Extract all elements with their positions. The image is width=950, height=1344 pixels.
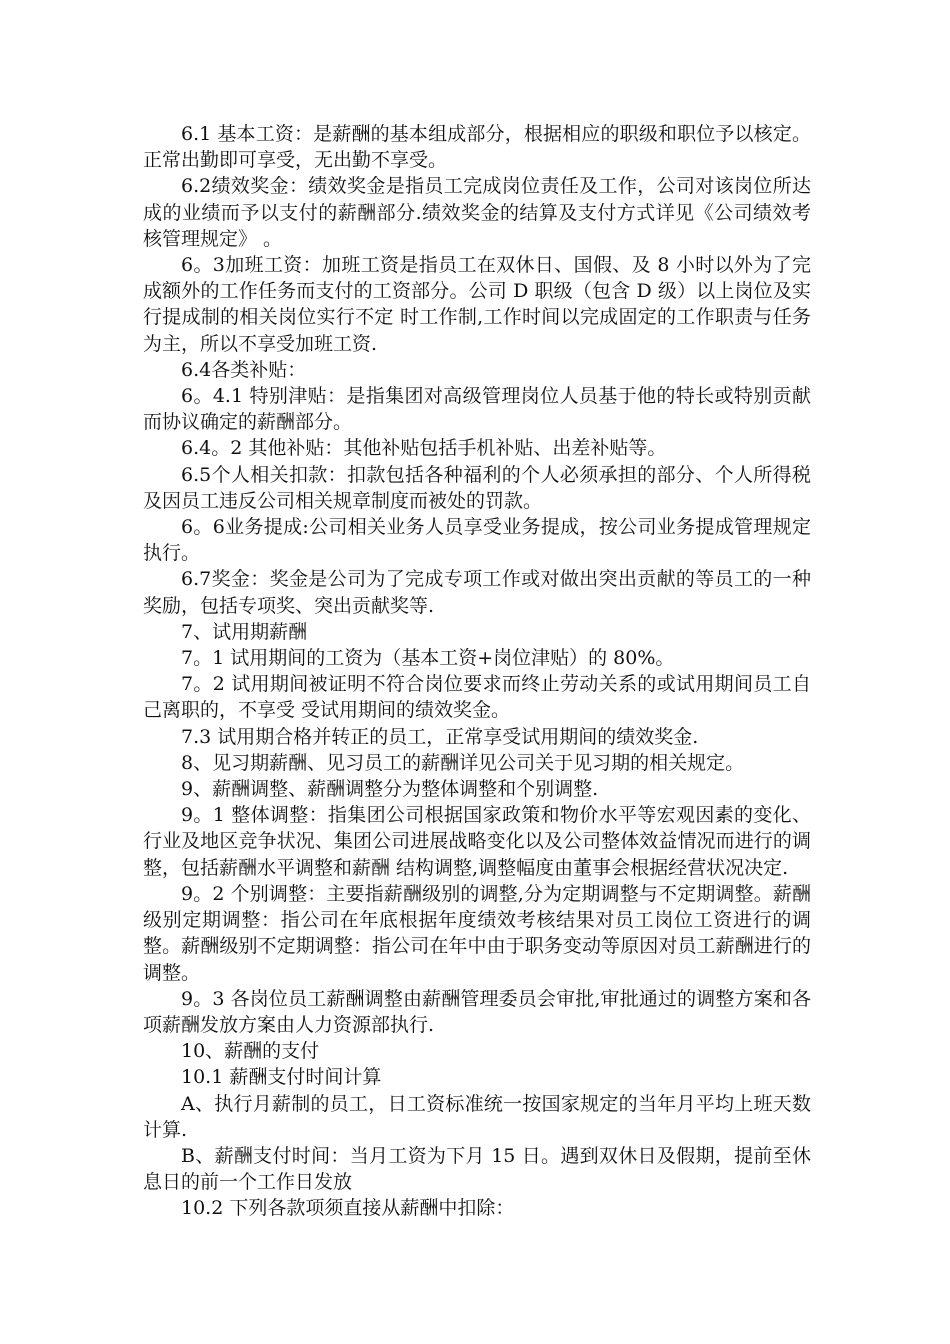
paragraph-7-1: 7。1 试用期间的工资为（基本工资+岗位津贴）的 80%。 [181,647,675,670]
paragraph-10-1-b: B、薪酬支付时间：当月工资为下月 15 日。遇到双休日及假期，提前至休息日的前一个工作日发放 [143,1144,811,1194]
paragraph-10: 10、薪酬的支付 [181,1040,320,1063]
paragraph-7: 7、试用期薪酬 [181,620,308,643]
paragraph-9-2: 9。2 个别调整：主要指薪酬级别的调整,分为定期调整与不定期调整。薪酬级别定期调整：指公司在年底根据年度绩效考核结果对员工岗位工资进行的调整。薪酬级别不定期调整：指公司在年中由于职务变动等原因对员工薪酬进行的调整。 [143,882,811,984]
paragraph-10-1-a: A、执行月薪制的员工，日工资标准统一按国家规定的当年月平均上班天数计算. [143,1092,811,1141]
paragraph-9-1: 9。1 整体调整：指集团公司根据国家政策和物价水平等宏观因素的变化、行业及地区竞争状况、集团公司进展战略变化以及公司整体效益情况而进行的调整，包括薪酬水平调整和薪酬 结构调整,调整幅度由董事会根据经营状况决定. [143,804,811,879]
paragraph-6-2: 6.2绩效奖金：绩效奖金是指员工完成岗位责任及工作，公司对该岗位所达成的业绩而予以支付的薪酬部分.绩效奖金的结算及支付方式详见《公司绩效考核管理规定》 。 [143,175,811,250]
paragraph-6-1: 6.1 基本工资：是薪酬的基本组成部分，根据相应的职级和职位予以核定。正常出勤即可享受，无出勤不享受。 [143,123,811,172]
paragraph-7-2: 7。2 试用期间被证明不符合岗位要求而终止劳动关系的或试用期间员工自己离职的，不享受 受试用期间的绩效奖金。 [143,673,811,722]
paragraph-10-2: 10.2 下列各款项须直接从薪酬中扣除： [181,1197,515,1220]
paragraph-7-3: 7.3 试用期合格并转正的员工，正常享受试用期间的绩效奖金. [181,725,699,748]
paragraph-9-3: 9。3 各岗位员工薪酬调整由薪酬管理委员会审批,审批通过的调整方案和各项薪酬发放方案由人力资源部执行. [143,987,811,1036]
paragraph-6-7: 6.7奖金：奖金是公司为了完成专项工作或对做出突出贡献的等员工的一种奖励，包括专项奖、突出贡献奖等. [143,568,811,617]
paragraph-8: 8、见习期薪酬、见习员工的薪酬详见公司关于见习期的相关规定。 [181,751,745,774]
paragraph-6-6: 6。6业务提成:公司相关业务人员享受业务提成，按公司业务提成管理规定执行。 [143,516,811,565]
paragraph-6-4-2: 6.4。2 其他补贴：其他补贴包括手机补贴、出差补贴等。 [181,437,667,460]
paragraph-6-4: 6.4各类补贴： [181,358,307,381]
paragraph-6-4-1: 6。4.1 特别津贴：是指集团对高级管理岗位人员基于他的特长或特别贡献而协议确定的薪酬部分。 [143,385,811,434]
document-body [143,121,811,1222]
paragraph-9: 9、薪酬调整、薪酬调整分为整体调整和个别调整. [181,778,599,801]
paragraph-6-3: 6。3加班工资：加班工资是指员工在双休日、国假、及 8 小时以外为了完成额外的工作任务而支付的工资部分。公司 D 职级（包含 D 级）以上岗位及实行提成制的相关岗位实行不定 时工作制,工作时间以完成固定的工作职责与任务为主，所以不享受加班工资. [143,254,811,355]
paragraph-10-1: 10.1 薪酬支付时间计算 [181,1066,382,1089]
paragraph-6-5: 6.5个人相关扣款：扣款包括各种福利的个人必须承担的部分、个人所得税及因员工违反公司相关规章制度而被处的罚款。 [143,463,811,512]
